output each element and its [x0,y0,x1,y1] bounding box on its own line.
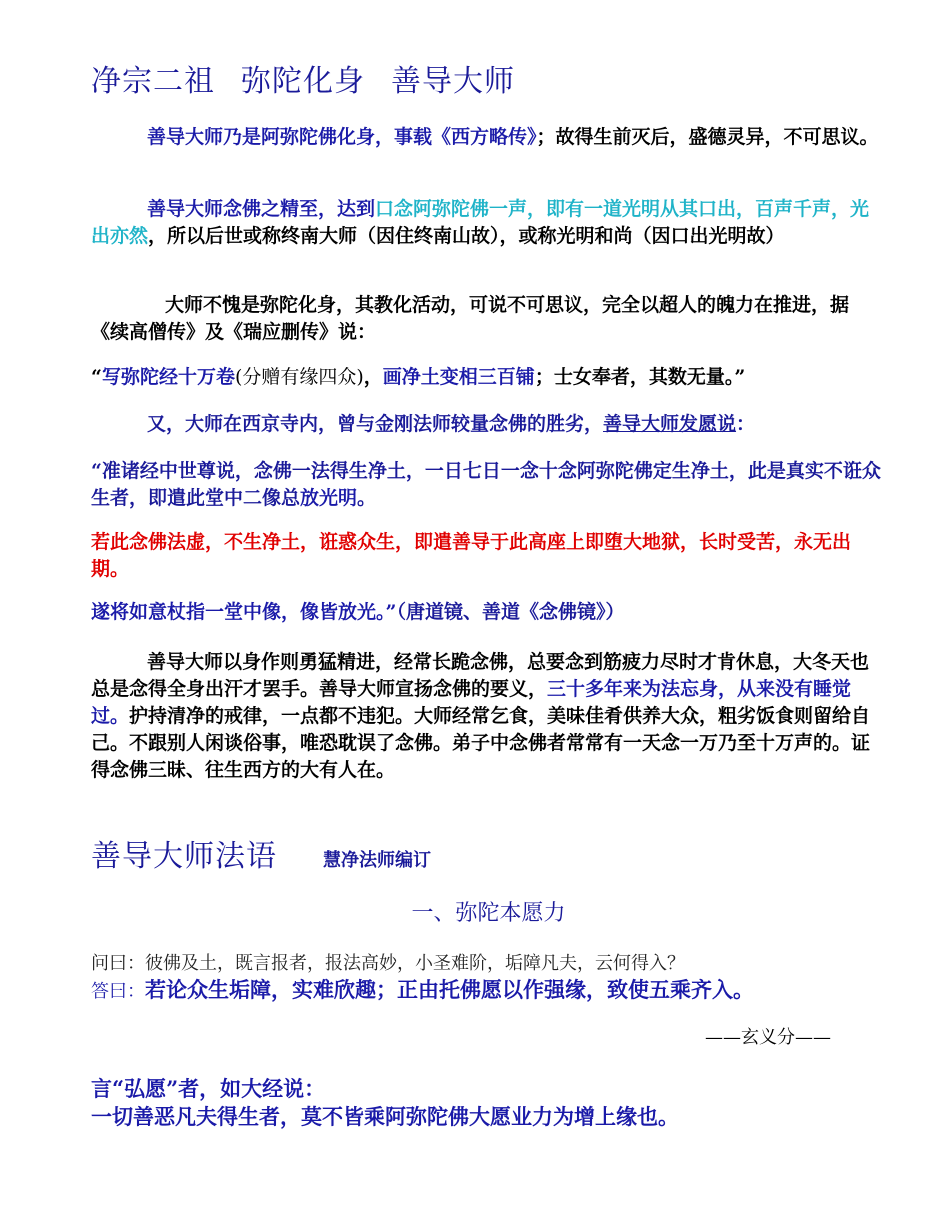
p5-colon: ： [736,413,756,435]
p5-underlined-text: 善导大师发愿说 [603,413,737,435]
paragraph-1 [91,124,886,151]
p4-blue-text-2: 画净土变相三百铺 [382,366,535,388]
p8-rest-text: （唐道镜、善道《念佛镜》） [396,601,625,623]
p6-blue-text: 放光明 [300,487,358,509]
p4-open-quote: “ [91,366,102,388]
paragraph-9 [91,649,886,784]
paragraph-6 [91,458,886,512]
quote-intro-text: 言“弘愿”者，如大经说： [91,1076,326,1101]
p4-comma: ， [363,366,383,388]
quote-line [91,1103,886,1130]
p9-text-1: 善导大师以身作则勇猛精进，经常长跪念佛，总要念到筋疲力尽时才肯休息，大冬天也总是念得全身出汗才罢手。善导大师宣扬念佛的要义， [91,651,870,700]
paragraph-3 [91,292,886,346]
quote-intro-line [91,1075,886,1102]
p3-text: 大师不愧是弥陀化身，其教化活动，可说不可思议，完全以超人的魄力在推进，据《续高僧传》及《瑞应删传》说： [91,294,850,343]
p1-rest-text: ；故得生前灭后，盛德灵异，不可思议。 [536,126,879,148]
answer-text: 若论众生垢障，实难欣趣；正由托佛愿以作强缘，致使五乘齐入。 [145,977,754,1002]
source-text: ——玄义分—— [705,1027,831,1048]
paragraph-8 [91,599,886,626]
p4-blue-text-1: 写弥陀经十万卷 [101,366,235,388]
p4-rest-text: ；士女奉者，其数无量。” [534,366,746,388]
source-line [91,1024,831,1051]
section2-heading [91,900,886,927]
answer-line [91,976,886,1005]
paragraph-4 [91,364,886,391]
question-text: 问曰：彼佛及土，既言报者，报法高妙，小圣难阶，垢障凡夫，云何得入？ [91,953,685,974]
p2-blue-text: 善导大师念佛之精至，达到 [147,198,376,220]
p5-text: 又，大师在西京寺内，曾与金刚法师较量念佛的胜劣， [147,413,604,435]
page-title [91,64,886,99]
p7-text: 若此念佛法虚，不生净土，诳惑众生，即遣善导于此高座上即堕大地狱，长时受苦，永无出期。 [91,531,852,580]
paragraph-2 [91,196,886,250]
p2-rest-text: ，所以后世或称终南大师（因住终南山故），或称光明和尚（因口出光明故） [148,225,785,247]
p4-paren-text: (分赠有缘四众) [234,366,364,388]
answer-label: 答曰： [91,981,145,1002]
section2-heading-text: 一、弥陀本愿力 [411,901,566,926]
p1-blue-text: 善导大师乃是阿弥陀佛化身，事载《西方略传》 [147,126,537,148]
quote-text: 一切善恶凡夫得生者，莫不皆乘阿弥陀佛大愿业力为增上缘也。 [91,1104,679,1129]
section2-title: 善导大师法语 [91,839,277,874]
paragraph-5 [91,411,886,438]
title-part-1: 净宗二祖 [91,64,215,99]
section2-editor: 慧净法师编订 [323,850,431,871]
p6-end: 。 [357,487,377,509]
p8-blue-text: 遂将如意杖指一堂中像，像皆放光。” [91,601,397,623]
title-part-3: 善导大师 [391,64,515,99]
p2-cyan-text: 口念阿弥陀佛一声，即有一道光明从其口出，百声千声，光出亦然 [91,198,870,247]
paragraph-7 [91,529,886,583]
question-line [91,950,886,977]
p6-text: “准诸经中世尊说，念佛一法得生净土，一日七日一念十念阿弥陀佛定生净土，此是真实不诳众生者，即遣此堂中二像总 [91,460,881,509]
p9-text-2: 护持清净的戒律，一点都不违犯。大师经常乞食，美味佳肴供养大众，粗劣饭食则留给自己。不跟别人闲谈俗事，唯恐耽误了念佛。弟子中念佛者常常有一天念一万乃至十万声的。证得念佛三昧、往生西方的大有人在。 [91,705,871,781]
p9-blue-text: 三十多年来为法忘身，从来没有睡觉过。 [91,678,852,727]
section2-title-row [91,839,886,874]
title-part-2: 弥陀化身 [241,64,365,99]
